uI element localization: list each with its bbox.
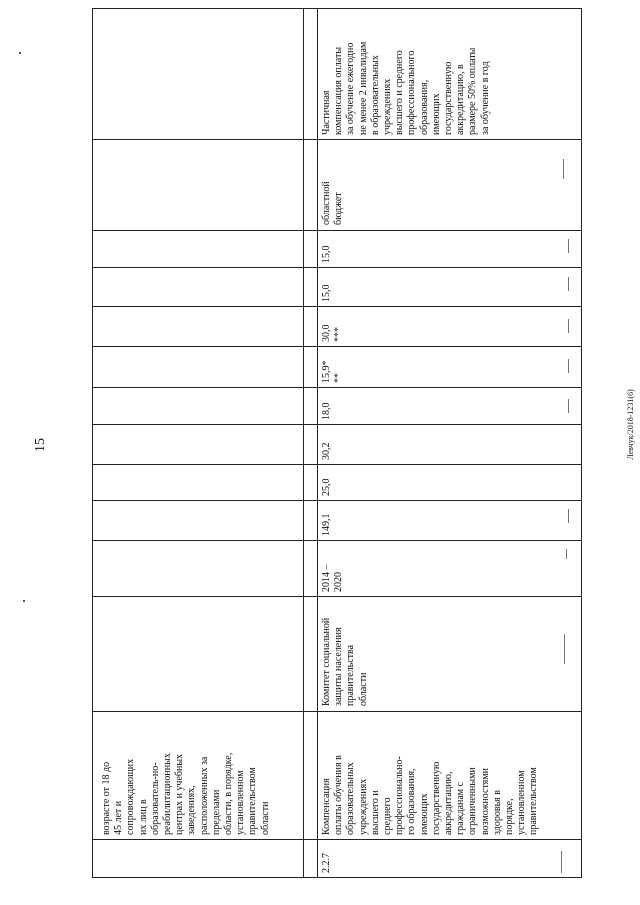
continuation-description: возрасте от 18 до 45 лет и сопровождающих их лиц в образователь-но- реабилитационных центрах и учебных заведениях, расположенных за пределами области, в порядке, установленном правительством области — [101, 752, 271, 835]
year-cell-2018 — [317, 306, 582, 346]
year-cell-2014 — [317, 464, 582, 500]
year-amount: 30,0 *** — [321, 324, 345, 342]
year-amount: 15,9* ** — [321, 360, 345, 383]
year-cell-2019 — [317, 267, 582, 306]
page-number: 15 — [33, 438, 48, 452]
year-cell-2015 — [317, 424, 582, 464]
row-number: 2.2.7 — [321, 853, 332, 873]
row-description: Компенсация оплаты обучения в образовательных учреждениях высшего и среднего профессионально- го образования, имеющих государственную аккредитацию, гражданам с ограниченными возможностями здоровья в порядке, установленном правительством — [321, 755, 540, 835]
year-cell-2016 — [317, 387, 582, 424]
total-amount: 149,1 — [321, 513, 332, 536]
document-code: Левчук/2018-1231(6) — [625, 389, 635, 460]
year-amount: 18,0 — [321, 402, 332, 420]
continuation-description-cell — [93, 711, 303, 839]
executor: Комитет социальной защиты населения правительства области — [321, 617, 369, 706]
row-description-cell — [317, 711, 582, 839]
period: 2014 – 2020 — [321, 564, 345, 592]
year-amount: 25,0 — [321, 478, 332, 496]
funding-source-cell — [317, 139, 582, 230]
year-cell-2017 — [317, 346, 582, 387]
year-amount: 30,2 — [321, 442, 332, 460]
year-cell-2020 — [317, 230, 582, 267]
scan-mark — [23, 600, 25, 602]
program-table — [92, 8, 582, 878]
executor-cell — [317, 596, 582, 711]
year-amount: 15,0 — [321, 245, 332, 263]
funding-source: областной бюджет — [321, 181, 345, 225]
year-amount: 15,0 — [321, 284, 332, 302]
scan-mark — [19, 52, 21, 54]
total-cell — [317, 500, 582, 540]
expected-result-cell — [317, 9, 582, 139]
expected-result: Частичная компенсация оплаты за обучение ежегодно не менее 2 инвалидам в образовательных учреждениях высшего и среднего профессионального образования, имеющих государственную аккредитацию, в размере 50% оплаты за обучение в год — [321, 41, 491, 135]
period-cell — [317, 540, 582, 596]
row-number-cell — [317, 839, 582, 878]
